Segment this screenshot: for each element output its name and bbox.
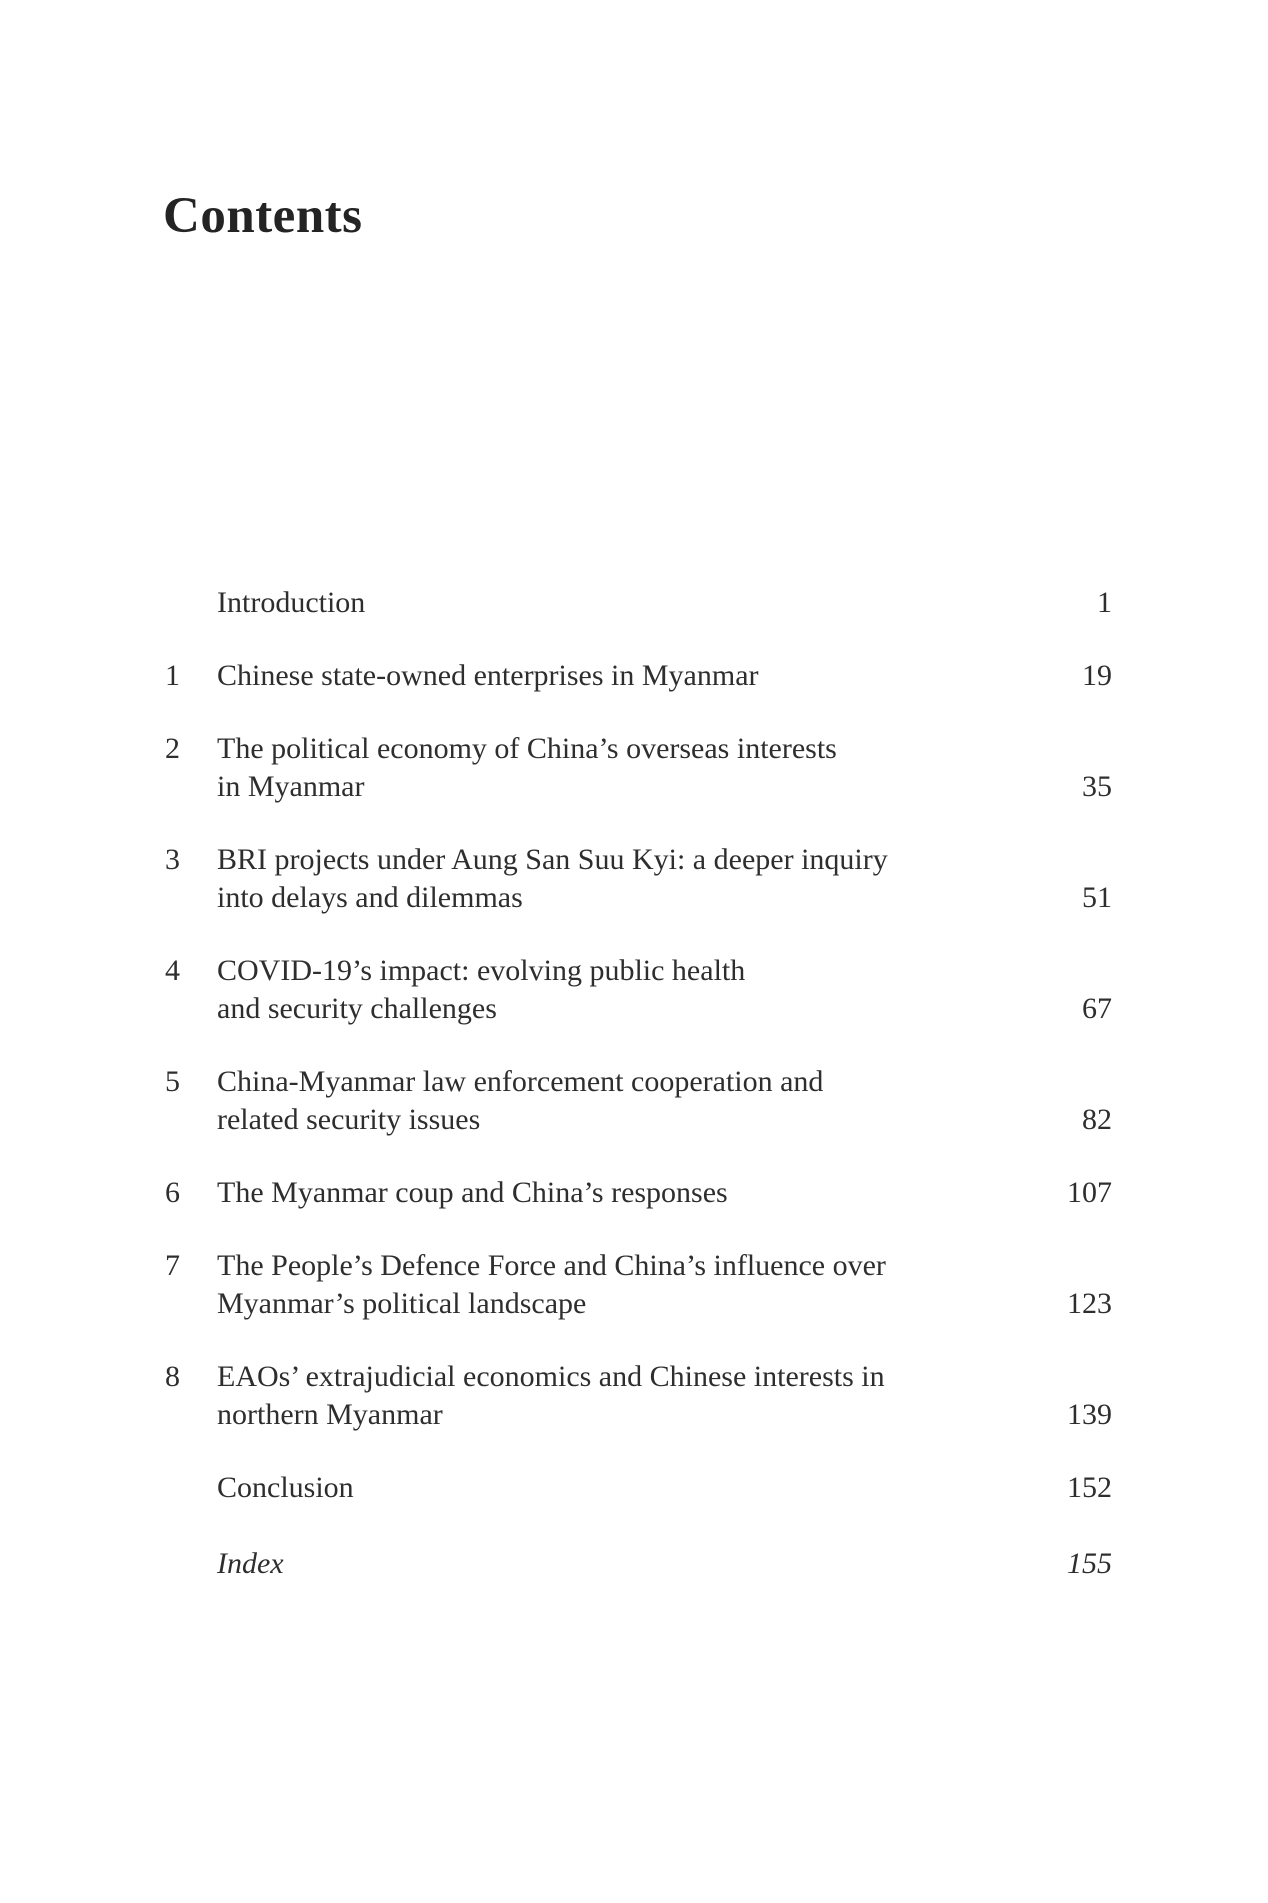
page-number: 35: [1082, 770, 1112, 803]
chapter-number: 5: [165, 1065, 180, 1098]
toc-entry-chapter-5: [165, 1063, 1112, 1139]
toc-entry-chapter-3: [165, 841, 1112, 917]
entry-title-line: northern Myanmar: [217, 1398, 443, 1431]
toc-entry-introduction: [165, 584, 1112, 622]
entry-title-line: The political economy of China’s overseas interests: [217, 732, 837, 765]
entry-title: [217, 1247, 1047, 1323]
entry-title-line: The Myanmar coup and China’s responses: [217, 1176, 728, 1209]
entry-title: [217, 584, 1077, 622]
entry-title-line: in Myanmar: [217, 770, 365, 803]
chapter-number: 1: [165, 659, 180, 692]
toc-entry-chapter-4: [165, 952, 1112, 1028]
entry-title-line: and security challenges: [217, 992, 497, 1025]
entry-title-line: EAOs’ extrajudicial economics and Chinese interests in: [217, 1360, 885, 1393]
entry-title: [217, 841, 1062, 917]
entry-title-line: The People’s Defence Force and China’s influence over: [217, 1249, 886, 1282]
table-of-contents: [165, 584, 1112, 1618]
toc-entry-chapter-8: [165, 1358, 1112, 1434]
entry-title-line: related security issues: [217, 1103, 481, 1136]
entry-title: [217, 1358, 1047, 1434]
entry-title-line: China-Myanmar law enforcement cooperation and: [217, 1065, 824, 1098]
entry-title: [217, 657, 1062, 695]
chapter-number: 2: [165, 732, 180, 765]
entry-title: [217, 952, 1062, 1028]
chapter-number: 6: [165, 1176, 180, 1209]
entry-title: [217, 730, 1062, 806]
toc-entry-chapter-6: [165, 1174, 1112, 1212]
page-number: 155: [1067, 1547, 1112, 1580]
chapter-number: 7: [165, 1249, 180, 1282]
toc-entry-chapter-7: [165, 1247, 1112, 1323]
chapter-number: 8: [165, 1360, 180, 1393]
toc-entry-conclusion: [165, 1469, 1112, 1507]
entry-title: [217, 1063, 1062, 1139]
page-number: 139: [1067, 1398, 1112, 1431]
page-number: 123: [1067, 1287, 1112, 1320]
toc-entry-index: [165, 1545, 1112, 1583]
entry-title: [217, 1174, 1047, 1212]
chapter-number: 3: [165, 843, 180, 876]
entry-title: [217, 1545, 1047, 1583]
entry-title-line: into delays and dilemmas: [217, 881, 523, 914]
page-title: Contents: [163, 188, 363, 244]
entry-title-line: Chinese state-owned enterprises in Myanmar: [217, 659, 759, 692]
page-number: 107: [1067, 1176, 1112, 1209]
entry-title-line: Index: [217, 1547, 284, 1580]
entry-title-line: Myanmar’s political landscape: [217, 1287, 587, 1320]
entry-title: [217, 1469, 1047, 1507]
chapter-number: 4: [165, 954, 180, 987]
page-number: 51: [1082, 881, 1112, 914]
entry-title-line: COVID-19’s impact: evolving public health: [217, 954, 746, 987]
page-number: 19: [1082, 659, 1112, 692]
page-number: 152: [1067, 1471, 1112, 1504]
page-number: 1: [1097, 586, 1112, 619]
entry-title-line: BRI projects under Aung San Suu Kyi: a deeper inquiry: [217, 843, 888, 876]
toc-entry-chapter-2: [165, 730, 1112, 806]
page-number: 82: [1082, 1103, 1112, 1136]
toc-entry-chapter-1: [165, 657, 1112, 695]
page-number: 67: [1082, 992, 1112, 1025]
entry-title-line: Introduction: [217, 586, 366, 619]
entry-title-line: Conclusion: [217, 1471, 354, 1504]
